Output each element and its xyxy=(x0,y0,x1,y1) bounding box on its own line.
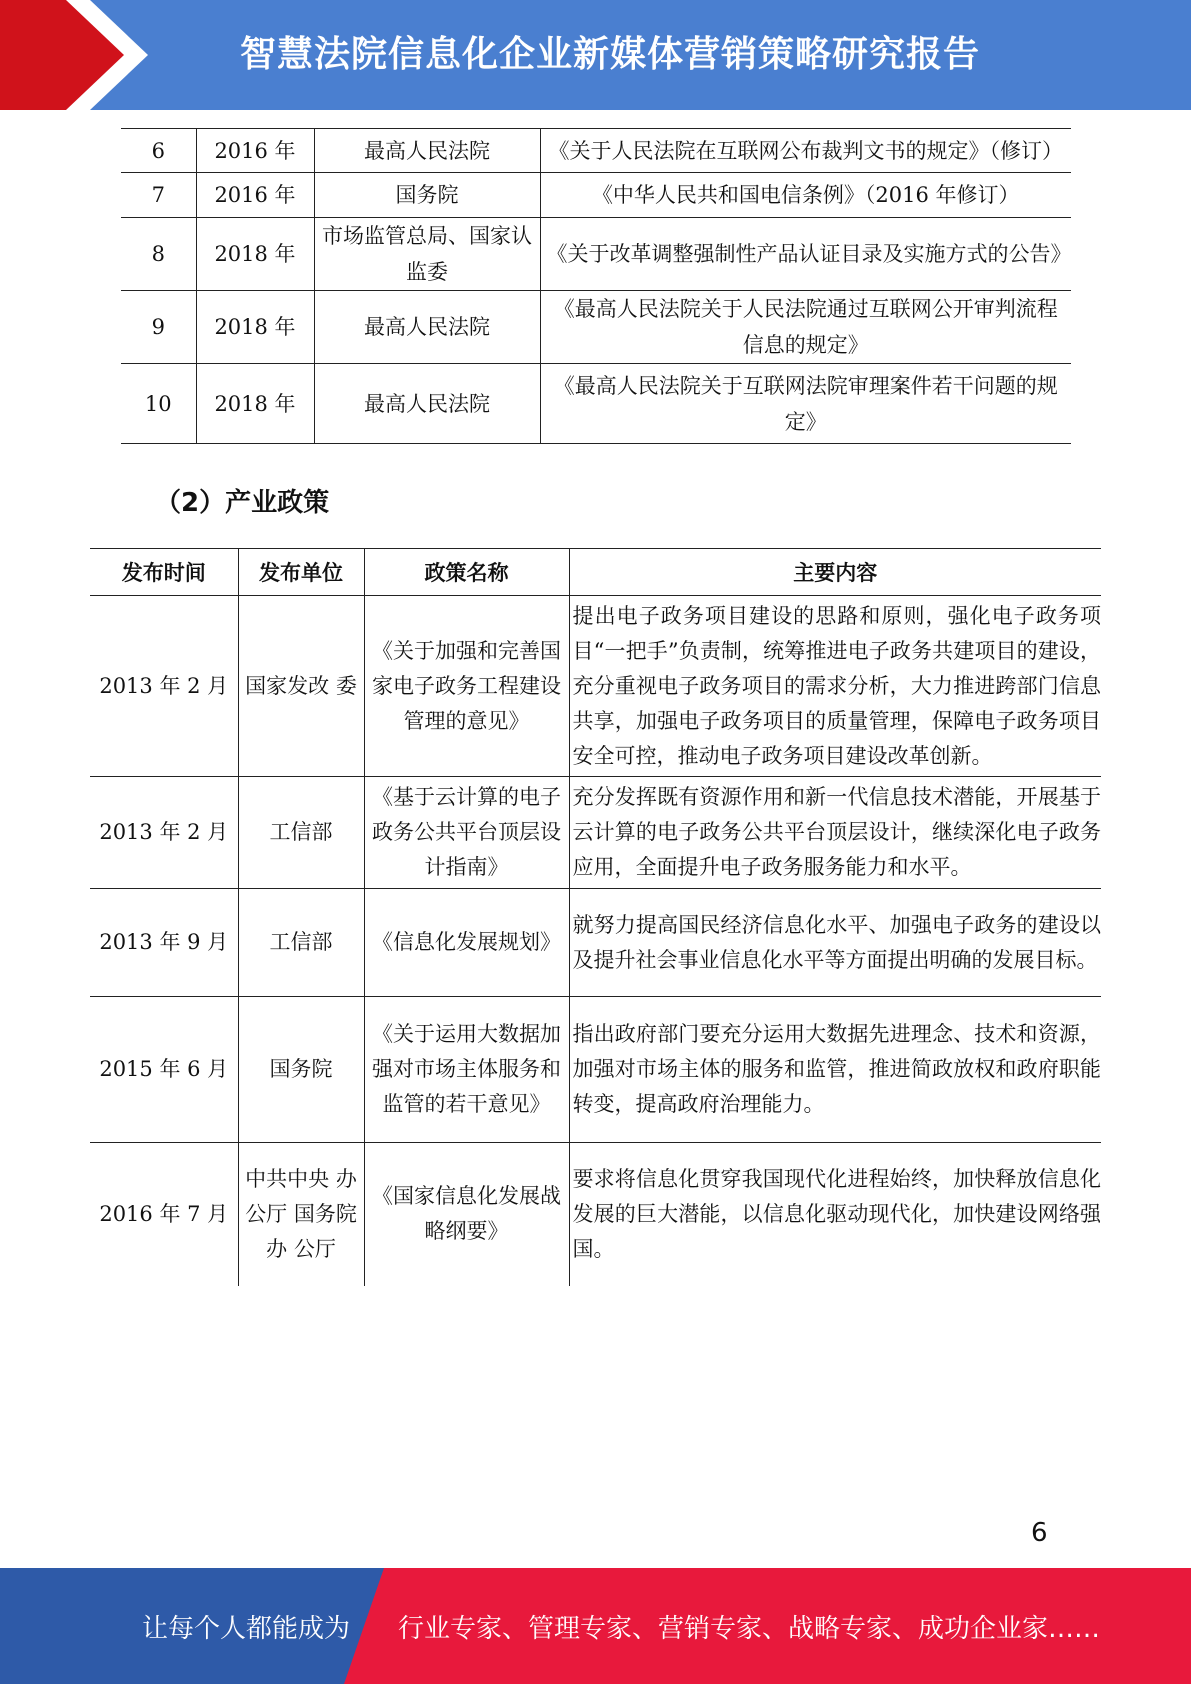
row-policy-name: 《基于云计算的电子政务公共平台顶层设计指南》 xyxy=(364,777,569,889)
footer-slogan-right: 行业专家、管理专家、营销专家、战略专家、成功企业家…… xyxy=(398,1614,1101,1644)
row-main-content: 就努力提高国民经济信息化水平、加强电子政务的建设以及提升社会事业信息化水平等方面提出明确的发展目标。 xyxy=(569,889,1101,997)
row-number: 8 xyxy=(121,218,196,291)
row-regulation-name xyxy=(540,129,1071,173)
row-main-content: 要求将信息化贯穿我国现代化进程始终，加快释放信息化发展的巨大潜能，以信息化驱动现代化，加快建设网络强国。 xyxy=(572,1166,1101,1261)
table-row xyxy=(121,291,1071,364)
table-row xyxy=(121,173,1071,218)
row-regulation-name: 《最高人民法院关于人民法院通过互联网公开审判流程信息的规定》 xyxy=(540,291,1071,364)
row-regulation-name: 《关于改革调整强制性产品认证目录及实施方式的公告》 xyxy=(540,218,1071,291)
row-regulation-name: 《最高人民法院关于互联网法院审理案件若干问题的规定》 xyxy=(540,364,1071,444)
table-row xyxy=(90,777,1101,889)
row-number: 9 xyxy=(121,291,196,364)
row-regulation-name: 《中华人民共和国电信条例》（2016 年修订） xyxy=(540,173,1071,218)
row-main-content: 充分发挥既有资源作用和新一代信息技术潜能，开展基于云计算的电子政务公共平台顶层设计，继续深化电子政务应用，全面提升电子政务服务能力和水平。 xyxy=(569,777,1101,889)
table-row xyxy=(121,129,1071,173)
row-date: 2013 年 9 月 xyxy=(90,889,238,997)
table-row xyxy=(90,596,1101,777)
page-header xyxy=(0,0,1191,110)
regulation-table xyxy=(121,128,1071,444)
table-row xyxy=(121,218,1071,291)
row-date: 2015 年 6 月 xyxy=(90,997,238,1143)
row-issuer: 工信部 xyxy=(238,777,364,889)
row-year: 2018 年 xyxy=(196,291,314,364)
row-issuer: 最高人民法院 xyxy=(314,364,540,444)
row-year: 2018 年 xyxy=(196,364,314,444)
row-policy-name: 《国家信息化发展战略纲要》 xyxy=(364,1143,569,1286)
row-date: 2013 年 2 月 xyxy=(90,777,238,889)
row-issuer: 国家发改 委 xyxy=(238,596,364,777)
row-number: 6 xyxy=(121,129,196,173)
row-main-content: 提出电子政务项目建设的思路和原则，强化电子政务项目“一把手”负责制，统筹推进电子政务共建项目的建设，充分重视电子政务项目的需求分析，大力推进跨部门信息共享，加强电子政务项目的质量管理，保障电子政务项目安全可控，推动电子政务项目建设改革创新。 xyxy=(569,596,1101,777)
report-title: 智慧法院信息化企业新媒体营销策略研究报告 xyxy=(240,34,981,75)
row-policy-name: 《关于运用大数据加强对市场主体服务和监管的若干意见》 xyxy=(364,997,569,1143)
column-header-issuer: 发布单位 xyxy=(238,549,364,596)
table-row xyxy=(121,364,1071,444)
row-main-content: 指出政府部门要充分运用大数据先进理念、技术和资源，加强对市场主体的服务和监管，推进简政放权和政府职能转变，提高政府治理能力。 xyxy=(569,997,1101,1143)
table-row xyxy=(90,1143,1101,1286)
table-row xyxy=(90,889,1101,997)
row-year: 2018 年 xyxy=(196,218,314,291)
table-row xyxy=(90,997,1101,1143)
row-issuer: 中共中央 办公厅 国务院办 公厅 xyxy=(238,1143,364,1286)
section-heading: （2）产业政策 xyxy=(155,488,330,518)
row-number: 7 xyxy=(121,173,196,218)
row-date: 2013 年 2 月 xyxy=(90,596,238,777)
row-date: 2016 年 7 月 xyxy=(90,1143,238,1286)
row-issuer: 国务院 xyxy=(238,997,364,1143)
row-issuer: 最高人民法院 xyxy=(314,291,540,364)
page-footer xyxy=(0,1568,1191,1684)
row-issuer: 市场监管总局、国家认监委 xyxy=(314,218,540,291)
page-number: 6 xyxy=(1031,1518,1048,1548)
row-year: 2016 年 xyxy=(196,129,314,173)
row-issuer: 最高人民法院 xyxy=(314,129,540,173)
row-policy-name: 《关于加强和完善国家电子政务工程建设管理的意见》 xyxy=(364,596,569,777)
footer-slogan-left: 让每个人都能成为 xyxy=(142,1614,351,1644)
column-header-date: 发布时间 xyxy=(90,549,238,596)
table-header-row xyxy=(90,549,1101,596)
row-number: 10 xyxy=(121,364,196,444)
row-issuer: 工信部 xyxy=(238,889,364,997)
row-year: 2016 年 xyxy=(196,173,314,218)
row-regulation-name-text: 《关于人民法院在互联网公布裁判文书的规定》（修订） xyxy=(548,138,1063,163)
column-header-policy-name: 政策名称 xyxy=(364,549,569,596)
row-issuer: 国务院 xyxy=(314,173,540,218)
column-header-main-content: 主要内容 xyxy=(569,549,1101,596)
row-policy-name: 《信息化发展规划》 xyxy=(364,889,569,997)
industry-policy-table xyxy=(90,548,1101,1286)
